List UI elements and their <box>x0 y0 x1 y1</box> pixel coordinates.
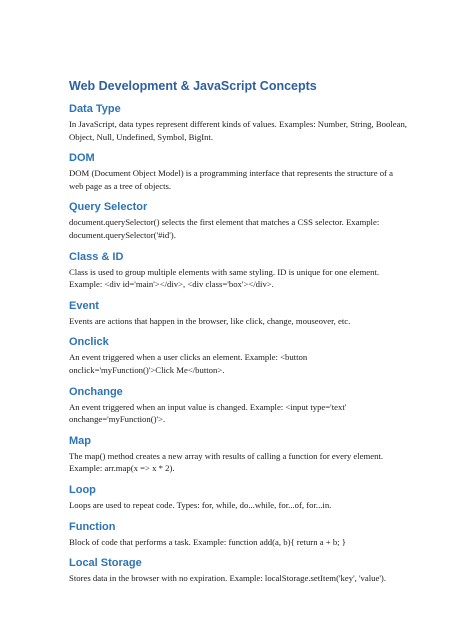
section-definition: Loops are used to repeat code. Types: for, while, do...while, for...of, for...in. <box>69 499 332 510</box>
section-definition: DOM (Document Object Model) is a programming interface that represents the structure of a web page as a tree of objects. <box>69 168 393 191</box>
section-definition: Events are actions that happen in the browser, like click, change, mouseover, etc. <box>69 315 351 326</box>
section-definition: Block of code that performs a task. Example: function add(a, b){ return a + b; } <box>69 536 346 547</box>
document-page <box>69 78 409 593</box>
section-heading: Class & ID <box>69 250 124 263</box>
section-onchange <box>69 385 409 426</box>
section-data-type <box>69 102 409 143</box>
section-definition: Class is used to group multiple elements with same styling. ID is unique for one element. Example: <div id='main'></div>, <div class='box'></div>. <box>69 266 380 290</box>
section-definition: In JavaScript, data types represent different kinds of values. Examples: Number, String, Boolean, Object, Null, Undefined, Symbol, BigInt. <box>69 119 407 142</box>
section-definition: Stores data in the browser with no expiration. Example: localStorage.setItem('key', 'value'). <box>69 573 386 584</box>
section-definition: An event triggered when an input value is changed. Example: <input type='text' onchange='myFunction()'>. <box>69 401 347 425</box>
section-loop <box>69 483 409 512</box>
section-definition: document.querySelector() selects the first element that matches a CSS selector. Example: document.querySelector('#id'). <box>69 217 380 240</box>
section-query-selector <box>69 200 409 241</box>
section-heading: Event <box>69 299 99 312</box>
section-function <box>69 520 409 549</box>
section-heading: Query Selector <box>69 201 148 214</box>
section-heading: Local Storage <box>69 557 142 570</box>
section-local-storage <box>69 556 409 585</box>
section-heading: Onclick <box>69 336 109 349</box>
section-heading: Data Type <box>69 103 121 115</box>
section-heading: Onchange <box>69 385 123 398</box>
section-class-id <box>69 250 409 291</box>
section-onclick <box>69 335 409 376</box>
section-definition: The map() method creates a new array with results of calling a function for every element. Example: arr.map(x => x * 2). <box>69 450 384 474</box>
section-dom <box>69 151 409 192</box>
section-heading: DOM <box>69 152 95 165</box>
section-heading: Map <box>69 434 91 447</box>
section-map <box>69 434 409 475</box>
section-heading: Loop <box>69 483 96 496</box>
section-heading: Function <box>69 520 116 533</box>
section-event <box>69 299 409 328</box>
document-title: Web Development & JavaScript Concepts <box>69 79 317 93</box>
section-definition: An event triggered when a user clicks an element. Example: <button onclick='myFunction()'>Click Me</button>. <box>69 352 308 375</box>
